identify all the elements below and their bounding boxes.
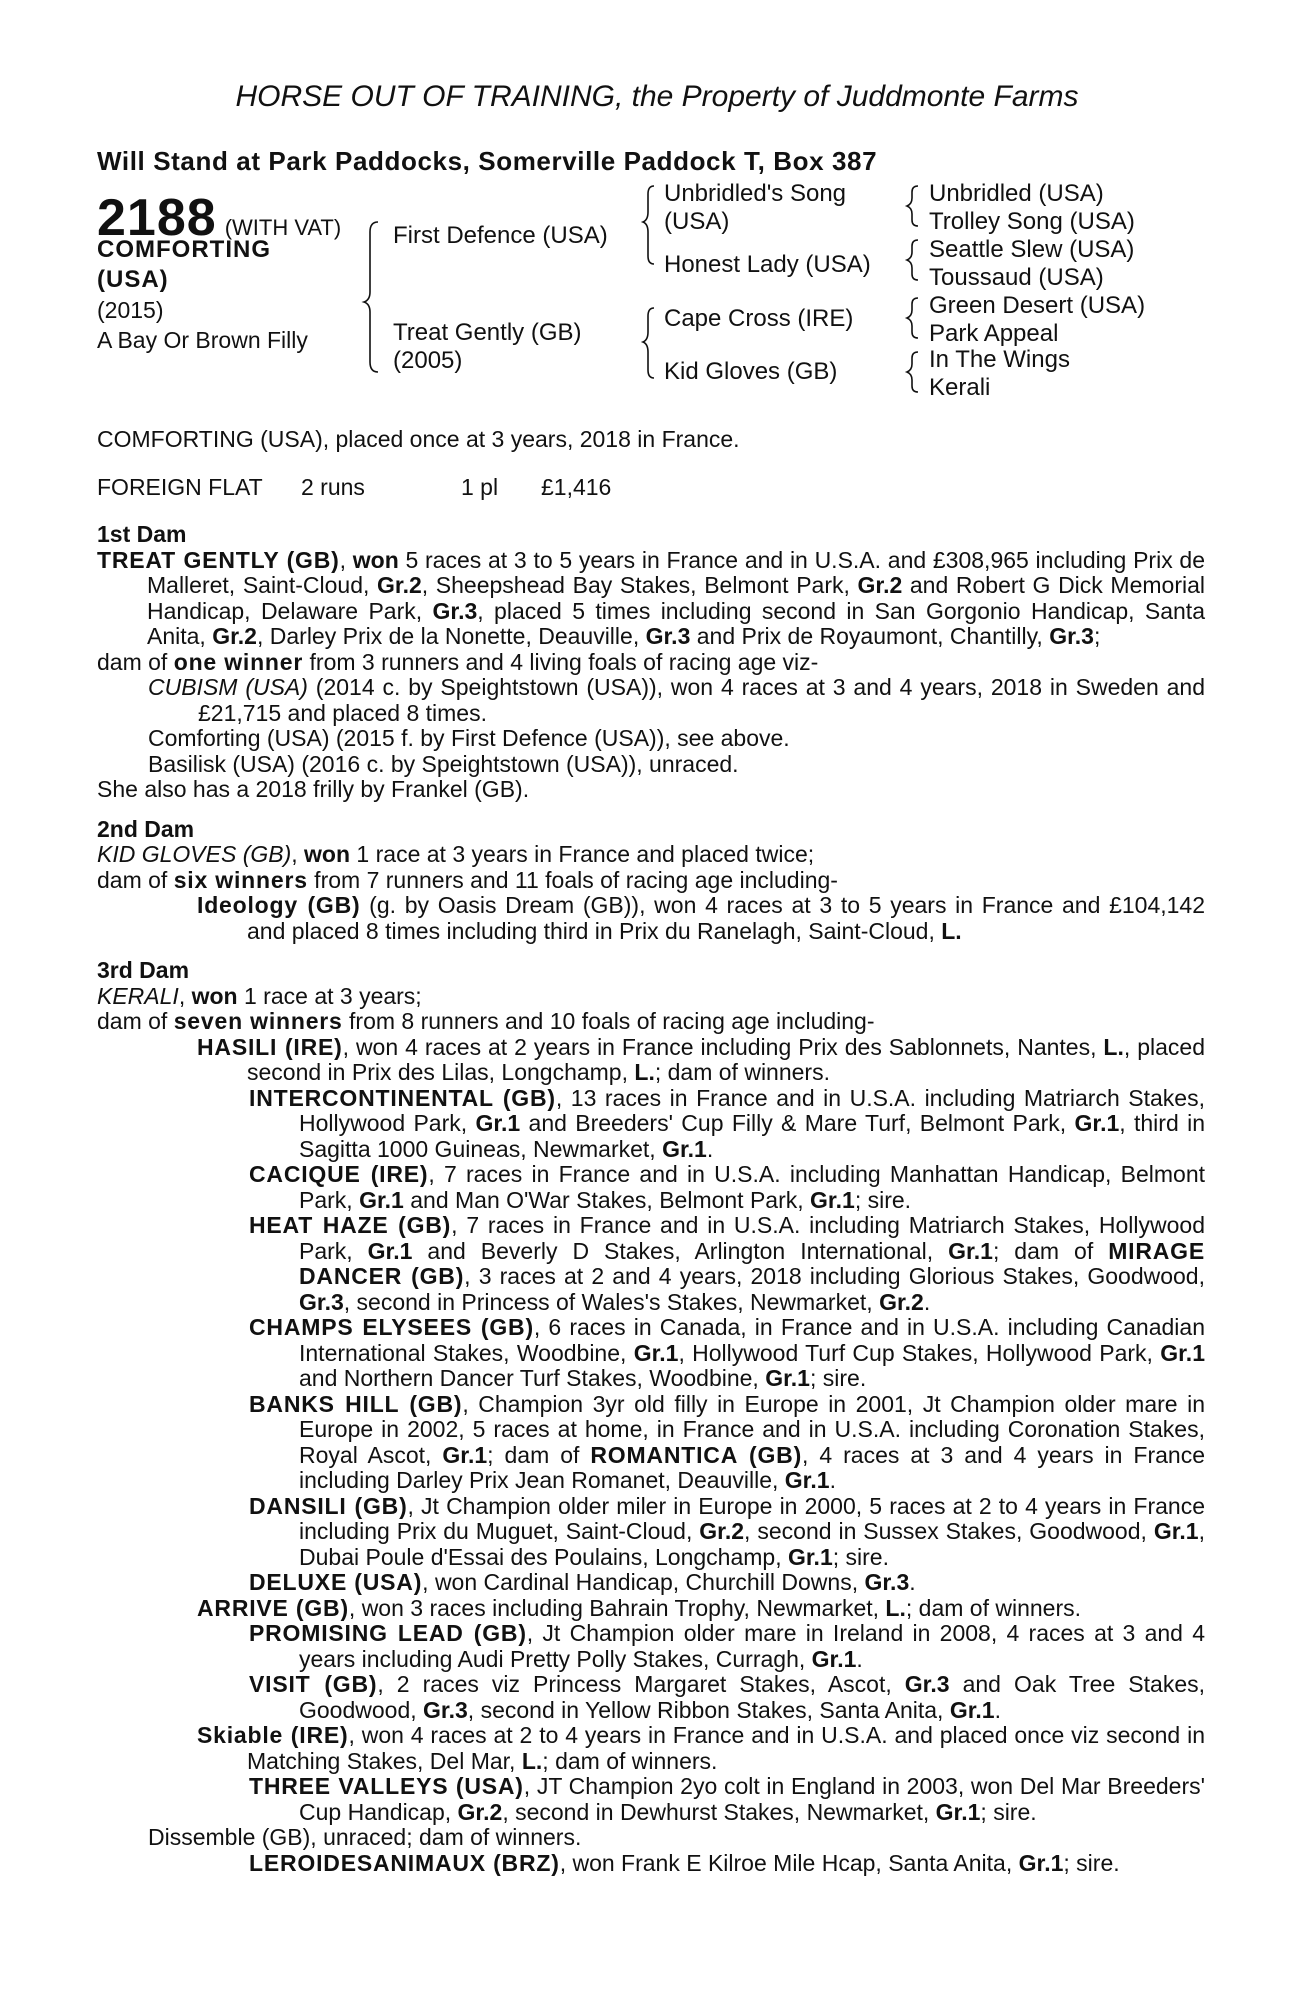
horse-year: (2015): [97, 297, 164, 323]
produce-item: Dissemble (GB), unraced; dam of winners.: [148, 1824, 582, 1850]
section-heading: 1st Dam: [97, 521, 187, 547]
produce-item: VISIT (GB), 2 races viz Princess Margaret Stakes, Ascot, Gr.3 and Oak Tree Stakes, Goodwood, Gr.3, second in Yellow Ribbon Stakes, Santa Anita, Gr.1.: [249, 1671, 1205, 1723]
pedigree-dam-year: (2005): [393, 347, 463, 374]
produce-record: [97, 522, 1205, 1876]
produce-name: HEAT HAZE (GB): [249, 1212, 452, 1238]
pedigree-g8: Kerali: [929, 374, 991, 401]
dam1-produce-intro: dam of one winner from 3 runners and 4 living foals of racing age viz-: [97, 648, 819, 675]
dam3-record: KERALI, won 1 race at 3 years;: [97, 982, 422, 1009]
dam1-name: TREAT GENTLY (GB): [97, 546, 340, 573]
produce-name: LEROIDESANIMAUX (BRZ): [249, 1849, 560, 1876]
pedigree-sire-sire: Unbridled's Song: [664, 180, 847, 207]
pedigree-dam-dam: Kid Gloves (GB): [664, 358, 838, 385]
produce-item: BANKS HILL (GB), Champion 3yr old filly in Europe in 2001, Jt Champion older mare in Europe in 2002, 5 races at home, in France and in U.S.A. including Coronation Stakes, Royal Ascot, Gr.1; dam of ROMANTICA (GB), 4 races at 3 and 4 years in France including Darley Prix Jean Romanet, Deauville, Gr.1.: [249, 1390, 1206, 1493]
won-label: won: [352, 546, 399, 573]
produce-item: HEAT HAZE (GB), 7 races in France and in U.S.A. including Matriarch Stakes, Hollywood Park, Gr.1 and Beverly D Stakes, Arlington International, Gr.1; dam of MIRAGE DANCER (GB), 3 races at 2 and 4 years, 2018 including Glorious Stakes, Goodwood, Gr.3, second in Princess of Wales's Stakes, Newmarket, Gr.2.: [249, 1212, 1206, 1315]
dam2-name: KID GLOVES (GB): [97, 841, 292, 867]
produce-item: Skiable (IRE), won 4 races at 2 to 4 years in France and in U.S.A. and placed once viz second in Matching Stakes, Del Mar, L.; dam of winners.: [197, 1722, 1205, 1774]
pedigree-sire: First Defence (USA): [393, 222, 608, 249]
pedigree-sire-dam: Honest Lady (USA): [664, 251, 871, 278]
pedigree-g6: Park Appeal: [929, 320, 1059, 347]
produce-item: LEROIDESANIMAUX (BRZ), won Frank E Kilroe Mile Hcap, Santa Anita, Gr.1; sire.: [249, 1849, 1120, 1876]
produce-item: CUBISM (USA) (2014 c. by Speightstown (USA)), won 4 races at 3 and 4 years, 2018 in Sweden and £21,715 and placed 8 times.: [148, 674, 1205, 726]
produce-name: PROMISING LEAD (GB): [249, 1620, 527, 1646]
page-header: HORSE OUT OF TRAINING, the Property of Juddmonte Farms: [235, 80, 1079, 113]
produce-name: HASILI (IRE): [197, 1033, 343, 1060]
record-label: FOREIGN FLAT: [97, 474, 263, 500]
produce-item: ARRIVE (GB), won 3 races including Bahrain Trophy, Newmarket, L.; dam of winners.: [197, 1594, 1082, 1621]
pedigree-dam: Treat Gently (GB): [393, 319, 582, 346]
pedigree-g3: Seattle Slew (USA): [929, 236, 1135, 263]
produce-name: DANSILI (GB): [249, 1492, 408, 1519]
produce-name: ARRIVE (GB): [197, 1594, 349, 1621]
produce-item: CHAMPS ELYSEES (GB), 6 races in Canada, in France and in U.S.A. including Canadian International Stakes, Woodbine, Gr.1, Hollywood Turf Cup Stakes, Hollywood Park, Gr.1 and Northern Dancer Turf Stakes, Woodbine, Gr.1; sire.: [249, 1314, 1205, 1391]
produce-name: Skiable (IRE): [197, 1722, 349, 1748]
produce-item: CACIQUE (IRE), 7 races in France and in U.S.A. including Manhattan Handicap, Belmont Park, Gr.1 and Man O'War Stakes, Belmont Park, Gr.1; sire.: [249, 1161, 1205, 1213]
race-summary: COMFORTING (USA), placed once at 3 years, 2018 in France.: [97, 426, 740, 452]
produce-item: DANSILI (GB), Jt Champion older miler in Europe in 2000, 5 races at 2 to 4 years in France including Prix du Muguet, Saint-Cloud, Gr.2, second in Sussex Stakes, Goodwood, Gr.1, Dubai Poule d'Essai des Poulains, Longchamp, Gr.1; sire.: [249, 1492, 1205, 1570]
produce-item: Basilisk (USA) (2016 c. by Speightstown (USA)), unraced.: [148, 750, 739, 777]
produce-item: Ideology (GB) (g. by Oasis Dream (GB)), won 4 races at 3 to 5 years in France and £104,142 and placed 8 times including third in Prix du Ranelagh, Saint-Cloud, L.: [197, 892, 1206, 944]
produce-item: PROMISING LEAD (GB), Jt Champion older mare in Ireland in 2008, 4 races at 3 and 4 years including Audi Pretty Polly Stakes, Curragh, Gr.1.: [249, 1620, 1205, 1672]
lot-number: 2188: [97, 189, 217, 247]
dam2-produce-intro: dam of six winners from 7 runners and 11 foals of racing age including-: [97, 866, 838, 893]
produce-name: BANKS HILL (GB): [249, 1390, 463, 1417]
section-heading: 2nd Dam: [97, 815, 195, 842]
produce-name: Ideology (GB): [197, 892, 361, 918]
record-earnings: £1,416: [541, 474, 612, 500]
vat-note: (WITH VAT): [224, 215, 342, 240]
produce-name: CHAMPS ELYSEES (GB): [249, 1314, 534, 1340]
dam2-record: KID GLOVES (GB), won 1 race at 3 years in France and placed twice;: [97, 841, 815, 867]
produce-name: INTERCONTINENTAL (GB): [249, 1084, 556, 1111]
dam3-name: KERALI: [97, 982, 179, 1009]
pedigree-g1: Unbridled (USA): [929, 180, 1104, 207]
race-record: [97, 474, 611, 501]
dam3-produce-intro: dam of seven winners from 8 runners and 10 foals of racing age including-: [97, 1008, 875, 1034]
produce-name: VISIT (GB): [249, 1671, 378, 1697]
pedigree-dam-sire: Cape Cross (IRE): [664, 305, 854, 332]
produce-item: DELUXE (USA), won Cardinal Handicap, Churchill Downs, Gr.3.: [249, 1569, 916, 1595]
produce-name: CUBISM (USA): [148, 674, 308, 700]
dam1-note: She also has a 2018 frilly by Frankel (GB).: [97, 776, 530, 802]
stabling-location: Will Stand at Park Paddocks, Somerville Paddock T, Box 387: [97, 146, 878, 176]
produce-item: INTERCONTINENTAL (GB), 13 races in France and in U.S.A. including Matriarch Stakes, Hollywood Park, Gr.1 and Breeders' Cup Filly & Mare Turf, Belmont Park, Gr.1, third in Sagitta 1000 Guineas, Newmarket, Gr.1.: [249, 1084, 1205, 1162]
produce-item: Comforting (USA) (2015 f. by First Defence (USA)), see above.: [148, 725, 790, 751]
dam1-record: TREAT GENTLY (GB), won 5 races at 3 to 5 years in France and in U.S.A. and £308,965 including Prix de Malleret, Saint-Cloud, Gr.2, Sheepshead Bay Stakes, Belmont Park, Gr.2 and Robert G Dick Memorial Handicap, Delaware Park, Gr.3, placed 5 times including second in San Gorgonio Handicap, Santa Anita, Gr.2, Darley Prix de la Nonette, Deauville, Gr.3 and Prix de Royaumont, Chantilly, Gr.3;: [97, 546, 1206, 649]
produce-name: DELUXE (USA): [249, 1569, 423, 1595]
horse-origin: (USA): [97, 266, 169, 293]
pedigree-g5: Green Desert (USA): [929, 292, 1146, 319]
section-heading: 3rd Dam: [97, 957, 190, 983]
produce-name: CACIQUE (IRE): [249, 1161, 429, 1187]
horse-description: A Bay Or Brown Filly: [97, 327, 308, 353]
produce-name: THREE VALLEYS (USA): [249, 1773, 524, 1799]
pedigree-g7: In The Wings: [929, 346, 1070, 373]
record-runs: 2 runs: [301, 474, 365, 500]
horse-name: COMFORTING: [97, 236, 271, 263]
produce-item: HASILI (IRE), won 4 races at 2 years in France including Prix des Sablonnets, Nantes, L., placed second in Prix des Lilas, Longchamp, L.; dam of winners.: [197, 1033, 1205, 1085]
record-placed: 1 pl: [461, 474, 499, 500]
pedigree-g2: Trolley Song (USA): [929, 208, 1135, 235]
pedigree-sire-sire-origin: (USA): [664, 208, 730, 235]
produce-item: THREE VALLEYS (USA), JT Champion 2yo colt in England in 2003, won Del Mar Breeders' Cup Handicap, Gr.2, second in Dewhurst Stakes, Newmarket, Gr.1; sire.: [249, 1773, 1205, 1825]
pedigree-g4: Toussaud (USA): [929, 264, 1104, 291]
